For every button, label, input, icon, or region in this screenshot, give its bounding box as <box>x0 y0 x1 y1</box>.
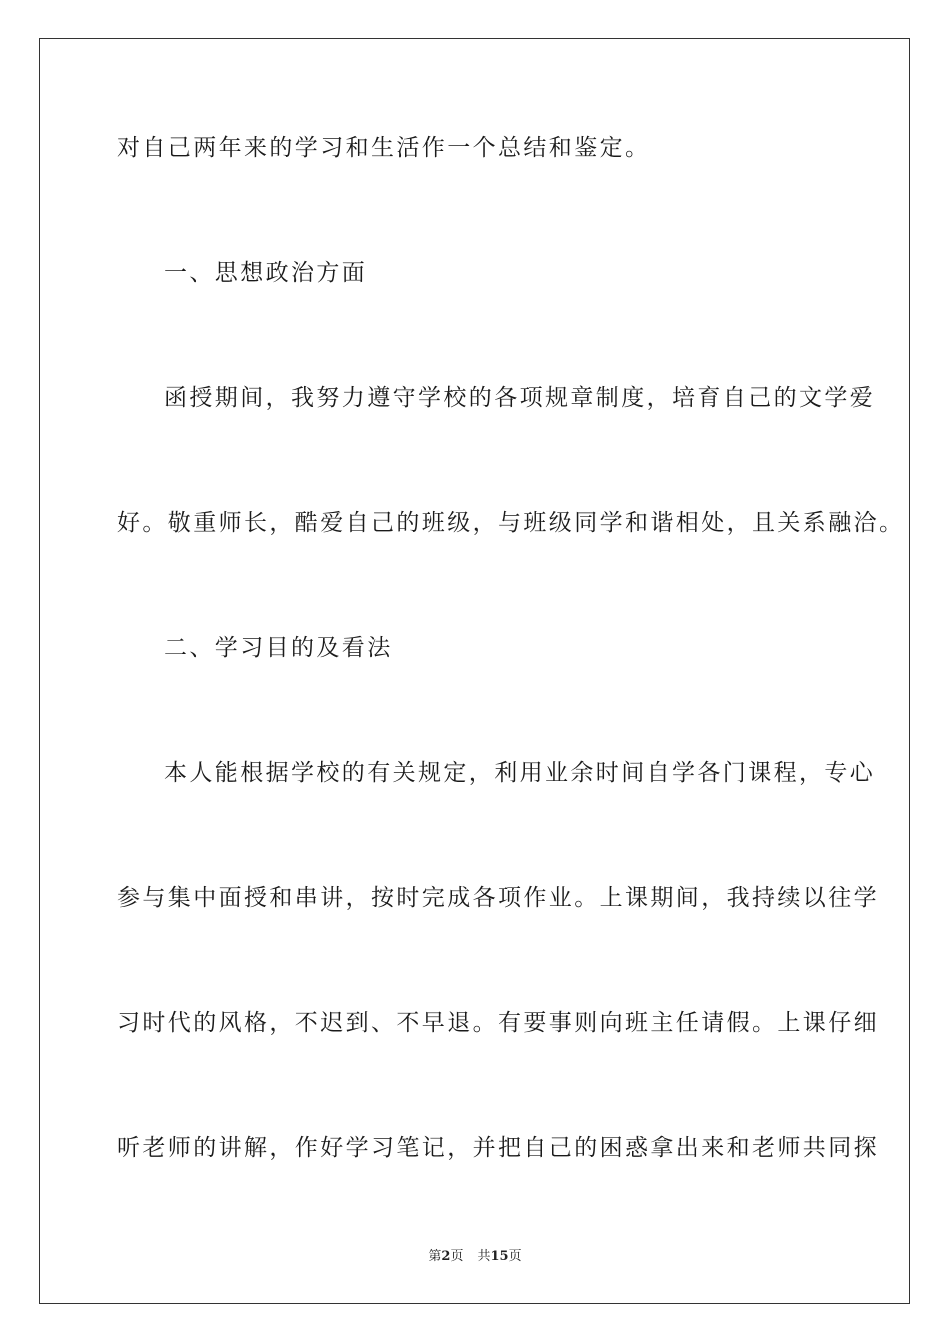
footer-page-number: 2 <box>441 1249 451 1264</box>
body-line-1: 对自己两年来的学习和生活作一个总结和鉴定。 <box>117 135 651 161</box>
page-border <box>39 38 910 1304</box>
body-line-4: 好。敬重师长，酷爱自己的班级，与班级同学和谐相处，且关系融洽。 <box>117 510 905 536</box>
body-line-9: 听老师的讲解，作好学习笔记，并把自己的困惑拿出来和老师共同探 <box>117 1135 879 1161</box>
footer-total-suffix: 页 <box>508 1249 522 1264</box>
body-line-6: 本人能根据学校的有关规定，利用业余时间自学各门课程，专心 <box>164 760 876 786</box>
body-line-3: 函授期间，我努力遵守学校的各项规章制度，培育自己的文学爱 <box>164 385 876 411</box>
page-footer <box>0 1248 950 1266</box>
body-line-8: 习时代的风格，不迟到、不早退。有要事则向班主任请假。上课仔细 <box>117 1010 879 1036</box>
footer-page-suffix: 页 <box>450 1249 464 1264</box>
footer-page-prefix: 第 <box>428 1249 442 1264</box>
body-line-7: 参与集中面授和串讲，按时完成各项作业。上课期间，我持续以往学 <box>117 885 879 911</box>
footer-total-prefix: 共 <box>477 1249 491 1264</box>
section-heading-study: 二、学习目的及看法 <box>164 635 393 661</box>
footer-total-number: 15 <box>490 1249 509 1264</box>
section-heading-politics: 一、思想政治方面 <box>164 260 368 286</box>
